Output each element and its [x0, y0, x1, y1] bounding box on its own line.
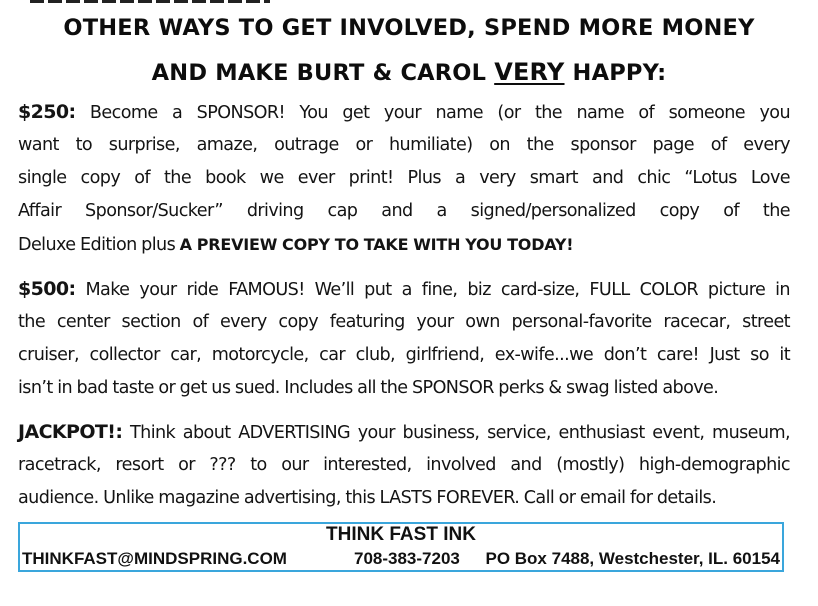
famous-price: $500:	[18, 278, 76, 300]
sponsor-line-1	[18, 96, 790, 129]
contact-box	[18, 522, 784, 572]
headline-line-2-end: HAPPY:	[564, 60, 667, 86]
sponsor-line-5	[18, 228, 790, 261]
famous-line-3: cruiser, collector car, motorcycle, car club, girlfriend, ex-wife...we don’t care! Just so it	[18, 345, 790, 365]
contact-phone: 708-383-7203	[354, 549, 460, 568]
sponsor-line-5-text: Deluxe Edition plus	[18, 235, 180, 255]
sponsor-line-2: want to surprise, amaze, outrage or humiliate) on the sponsor page of every	[18, 135, 790, 155]
jackpot-line-1-text: Think about ADVERTISING your business, service, enthusiast event, museum,	[122, 423, 790, 443]
preview-copy-offer: A PREVIEW COPY TO TAKE WITH YOU TODAY!	[179, 235, 574, 254]
headline-line-2	[0, 58, 818, 86]
sponsor-price: $250:	[18, 101, 76, 123]
famous-line-1	[18, 273, 790, 306]
famous-line-2: the center section of every copy featuring your own personal-favorite racecar, street	[18, 312, 790, 332]
jackpot-label: JACKPOT!:	[18, 421, 123, 443]
jackpot-line-1	[18, 416, 790, 449]
headline-emphasis-very: VERY	[494, 58, 565, 86]
contact-address: PO Box 7488, Westchester, IL. 60154	[485, 549, 780, 568]
famous-line-1-text: Make your ride FAMOUS! We’ll put a fine, biz card-size, FULL COLOR picture in	[75, 280, 790, 300]
jackpot-paragraph	[18, 416, 790, 515]
headline-line-2-start: AND MAKE BURT & CAROL	[151, 60, 495, 86]
sponsor-paragraph	[18, 96, 790, 261]
jackpot-line-3: audience. Unlike magazine advertising, this LASTS FOREVER. Call or email for details.	[18, 488, 717, 508]
famous-paragraph	[18, 273, 790, 405]
jackpot-line-2: racetrack, resort or ??? to our interested, involved and (mostly) high-demographic	[18, 455, 790, 475]
sponsor-line-1-text: Become a SPONSOR! You get your name (or the name of someone you	[75, 103, 790, 123]
sponsor-line-3: single copy of the book we ever print! Plus a very smart and chic “Lotus Love	[18, 168, 790, 188]
contact-email: THINKFAST@MINDSPRING.COM	[22, 549, 287, 568]
company-name: THINK FAST INK	[326, 524, 476, 545]
famous-line-4: isn’t in bad taste or get us sued. Includes all the SPONSOR perks & swag listed above.	[18, 378, 719, 398]
headline-line-1: OTHER WAYS TO GET INVOLVED, SPEND MORE MONEY	[63, 15, 755, 41]
top-divider	[30, 0, 270, 3]
sponsor-line-4: Affair Sponsor/Sucker” driving cap and a signed/personalized copy of the	[18, 201, 790, 221]
